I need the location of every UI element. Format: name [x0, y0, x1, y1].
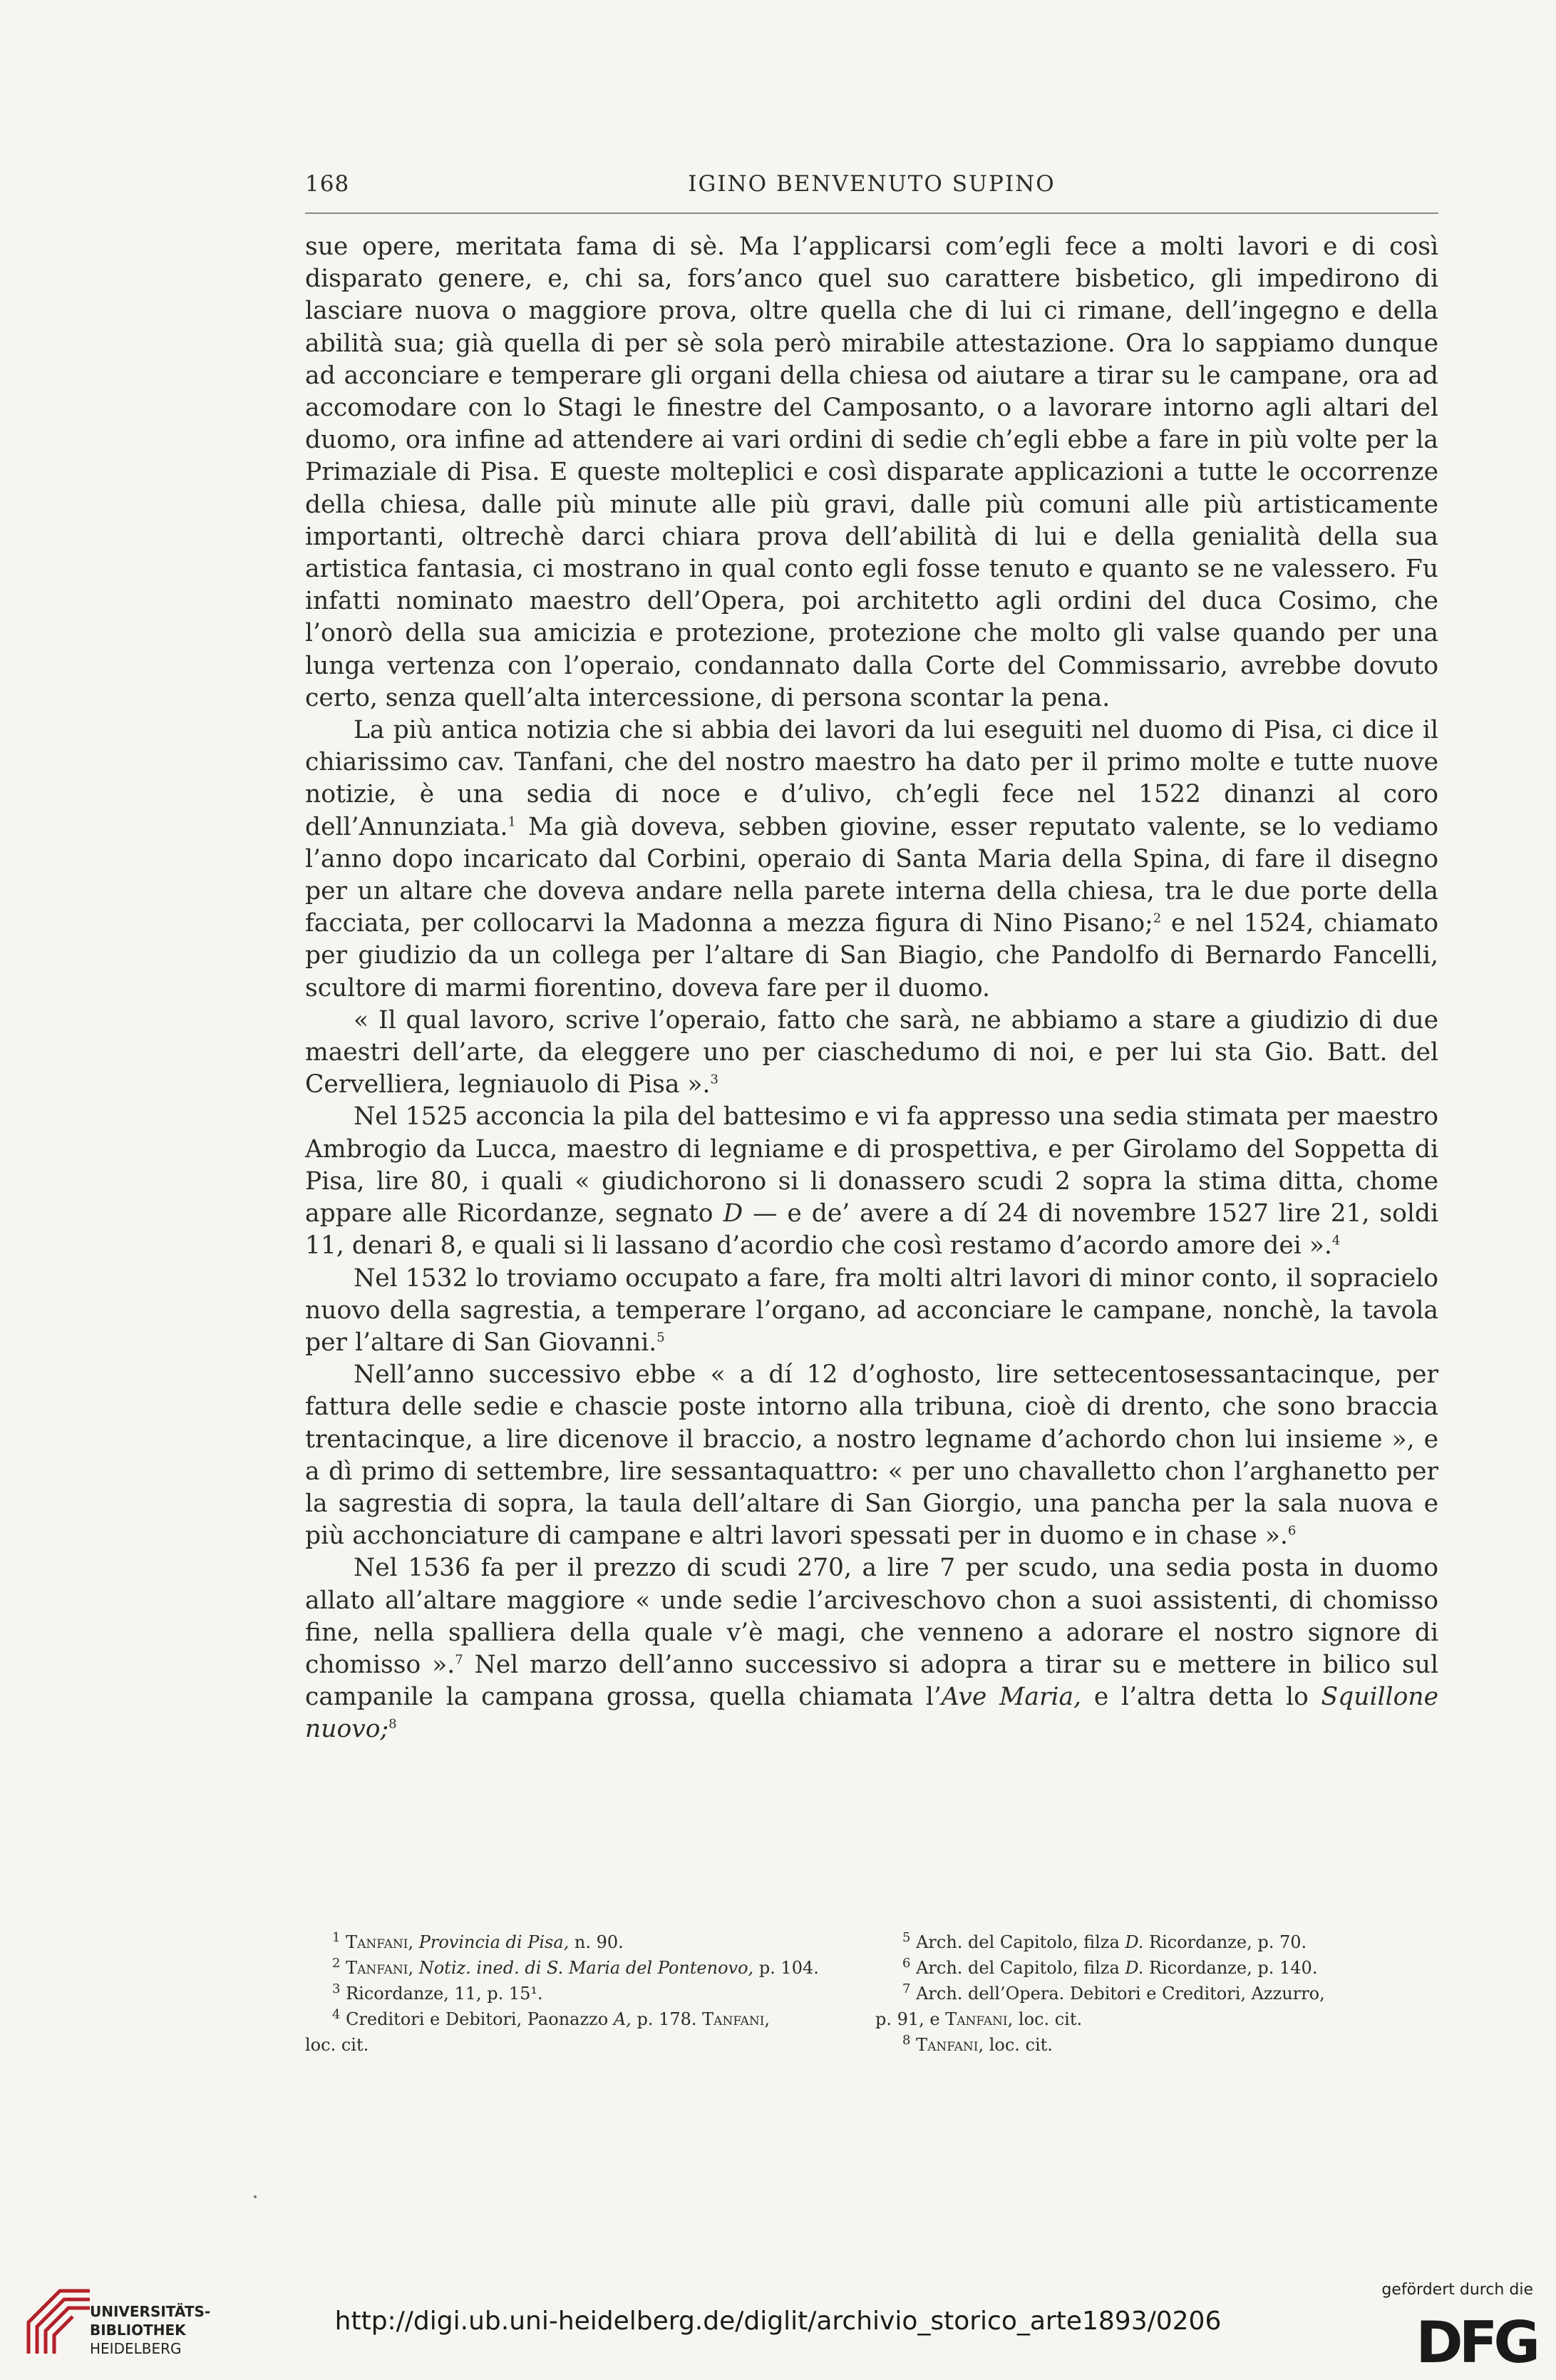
- footnote-8: $^8$ Tanfani, loc. cit.: [902, 2033, 1053, 2055]
- footnote-4-continued: loc. cit.: [305, 2035, 369, 2055]
- paragraph: La più antica notizia che si abbia dei lavori da lui eseguiti nel duomo di Pisa, ci dice il chiarissimo cav. Tanfani, che del nostro maestro ha dato per il primo molte e tutte nuove notizie, è una sedia di noce e d’ulivo, ch’egli fece nel 1522 dinanzi al coro dell’Annunziata.$^1$ Ma già doveva, sebben giovine, esser reputato valente, se lo vediamo l’anno dopo incaricato dal Corbini, operaio di Santa Maria della Spina, di fare il disegno per un altare che doveva andare nella parete interna della chiesa, tra le due porte della facciata, per collocarvi la Madonna a mezza figura di Nino Pisano;$^2$ e nel 1524, chiamato per giudizio da un collega per l’altare di San Biagio, che Pandolfo di Bernardo Fancelli, scultore di marmi fiorentino, doveva fare per il duomo.: [305, 716, 1438, 1002]
- paragraph: Nel 1525 acconcia la pila del battesimo e vi fa appresso una sedia stimata per maestro Ambrogio da Lucca, maestro di legniame e di prospettiva, e per Girolamo del Soppetta di Pisa, lire 80, i quali « giudichorono si li donassero scudi 2 sopra la stima ditta, chome appare alle Ricordanze, segnato D — e de’ avere a dí 24 di novembre 1527 lire 21, soldi 11, denari 8, e quali si li lassano d’acordio che così restamo d’acordo amore dei ».$^4$: [305, 1102, 1439, 1261]
- footnote-ref: 3: [710, 1072, 718, 1087]
- footnote-6: $^6$ Arch. del Capitolo, filza D. Ricordanze, p. 140.: [902, 1956, 1318, 1978]
- library-name: UNIVERSITÄTS- BIBLIOTHEK HEIDELBERG: [90, 2303, 211, 2357]
- footnote-ref: 4: [1331, 1233, 1341, 1248]
- footnote-ref: 5: [656, 1330, 665, 1345]
- paragraph: Nel 1536 fa per il prezzo di scudi 270, a lire 7 per scudo, una sedia posta in duomo allato all’altare maggiore « unde sedie l’arciveschovo chon a suoi assistenti, di chomisso fine, nella spalliera della quale v’è magi, che venneno a adorare el nostro signore di chomisso ».$^7$ Nel marzo dell’anno successivo si adopra a tirar su e mettere in bilico sul campanile la campana grossa, quella chiamata l’Ave Maria, e l’altra detta lo Squillone nuovo;$^8$: [305, 1554, 1438, 1744]
- footnote-ref: 1: [507, 814, 516, 830]
- running-header: [305, 163, 1438, 205]
- scan-speck: [252, 2195, 259, 2199]
- footnote-5: $^5$ Arch. del Capitolo, filza D. Ricordanze, p. 70.: [902, 1930, 1307, 1952]
- footnote-ref: 8: [388, 1716, 397, 1732]
- document-page: [305, 163, 1439, 2055]
- paragraph: « Il qual lavoro, scrive l’operaio, fatto che sarà, ne abbiamo a stare a giudizio di due maestri dell’arte, da eleggere uno per ciaschedumo di noi, e per lui sta Gio. Batt. del Cervelliera, legniauolo di Pisa ».$^3$: [305, 1005, 1438, 1099]
- paragraph: sue opere, meritata fama di sè. Ma l’applicarsi com’egli fece a molti lavori e di così disparato genere, e, chi sa, fors’anco quel suo carattere bisbetico, gli impedirono di lasciare nuova o maggiore prova, oltre quella che di lui ci rimane, dell’ingegno e della abilità sua; già quella di per sè sola però mirabile attestazione. Ora lo sappiamo dunque ad acconciare e temperare gli organi della chiesa od aiutare a tirar su le campane, ora ad accomodare con lo Stagi le finestre del Camposanto, o a lavorare intorno agli altari del duomo, ora infine ad attendere ai vari ordini di sedie ch’egli ebbe a fare in più volte per la Primaziale di Pisa. E queste molteplici e così disparate applicazioni a tutte le occorrenze della chiesa, dalle più minute alle più gravi, dalle più comuni alle più artisticamente importanti, oltrechè darci chiara prova dell’abilità di lui e della genialità della sua artistica fantasia, ci mostrano in qual conto egli fosse tenuto e quanto se ne valessero. Fu infatti nominato maestro dell’Opera, poi architetto agli ordini del duca Cosimo, che l’onorò della sua amicizia e protezione, protezione che molto gli valse quando per una lunga vertenza con l’operaio, condannato dalla Corte del Commissario, avrebbe dovuto certo, senza quell’alta intercessione, di persona scontar la pena.: [305, 232, 1438, 712]
- paragraph: Nell’anno successivo ebbe « a dí 12 d’oghosto, lire settecentosessantacinque, per fattura delle sedie e chascie poste intorno alla tribuna, cioè di drento, che sono braccia trentacinque, a lire dicenove il braccio, a nostro legname d’achordo chon lui insieme », e a dì primo di settembre, lire sessantaquattro: « per uno chavalletto chon l’arghanetto per la sagrestia di sopra, la taula dell’altare di San Giorgio, una pancha per la sala nuova e più acchonciature di campane e altri lavori spessati per in duomo e in chase ».$^6$: [305, 1360, 1438, 1551]
- paragraph: Nel 1532 lo troviamo occupato a fare, fra molti altri lavori di minor conto, il sopracielo nuovo della sagrestia, a temperare l’organo, ad acconciare le campane, nonchè, la tavola per l’altare di San Giovanni.$^5$: [305, 1263, 1438, 1357]
- footnote-ref: 6: [1287, 1523, 1297, 1539]
- footnotes-right-column: [875, 1929, 1438, 2058]
- header-rule: [305, 212, 1438, 214]
- footnote-ref: 7: [455, 1652, 463, 1668]
- body-text: [305, 231, 1438, 1746]
- page-number: 168: [305, 171, 350, 197]
- running-title: IGINO BENVENUTO SUPINO: [688, 171, 1056, 197]
- footnote-ref: 2: [1153, 911, 1162, 926]
- footnotes: [305, 1929, 1438, 2093]
- source-url[interactable]: http://digi.ub.uni-heidelberg.de/diglit/archivio_storico_arte1893/0206: [334, 2307, 1222, 2336]
- footnote-2: $^2$ Tanfani, Notiz. ined. di S. Maria del Pontenovo, p. 104.: [332, 1956, 819, 1978]
- footnote-1: $^1$ Tanfani, Provincia di Pisa, n. 90.: [332, 1930, 624, 1952]
- footnotes-left-column: [305, 1929, 847, 2058]
- footnote-4: $^4$ Creditori e Debitori, Paonazzo A, p. 178. Tanfani,: [332, 2007, 771, 2029]
- dfg-logo: DFG: [1416, 2309, 1536, 2376]
- digitization-footer: [0, 2271, 1556, 2380]
- funding-note: gefördert durch die: [1381, 2281, 1533, 2299]
- footnote-3: $^3$ Ricordanze, 11, p. 15¹.: [332, 1981, 543, 2004]
- footnote-7: $^7$ Arch. dell’Opera. Debitori e Creditori, Azzurro,: [902, 1981, 1325, 2004]
- footnote-7-continued: p. 91, e Tanfani, loc. cit.: [875, 2009, 1083, 2029]
